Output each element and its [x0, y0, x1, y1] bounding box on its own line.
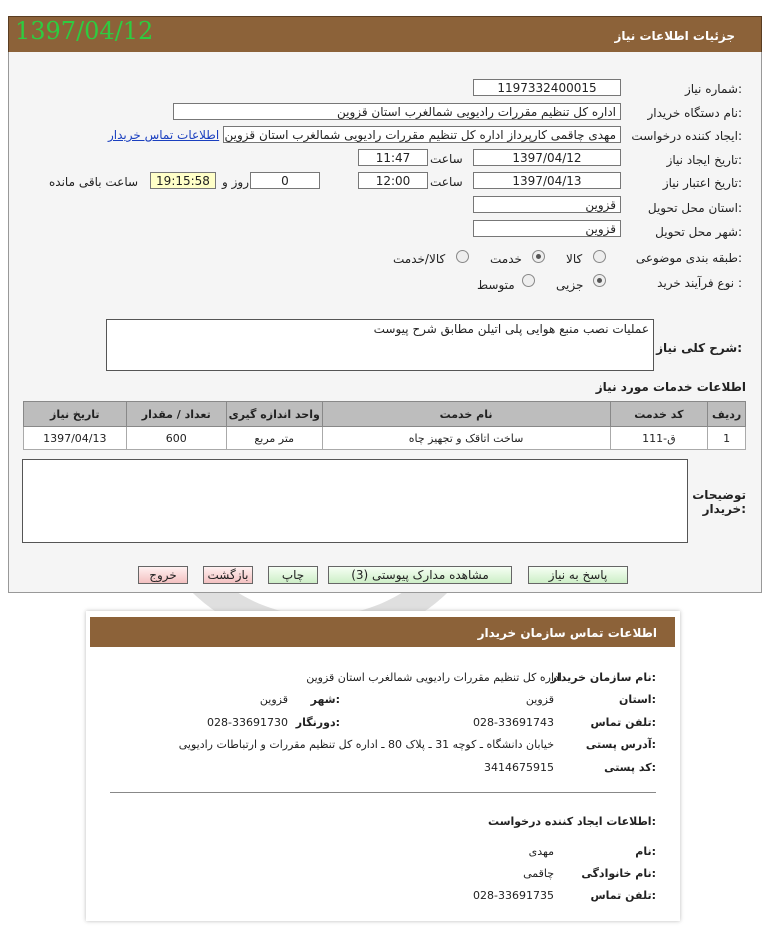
creation-date-label: تاریخ ایجاد نیاز: [666, 153, 742, 167]
print-button[interactable]: چاپ [268, 566, 318, 584]
need-number-label: شماره نیاز: [684, 82, 742, 96]
remaining-label: ساعت باقی مانده [49, 175, 139, 189]
back-button[interactable]: بازگشت [203, 566, 253, 584]
purchase-medium-label: متوسط [477, 278, 515, 292]
col-quantity: تعداد / مقدار [126, 402, 226, 427]
col-service-code: کد خدمت [610, 402, 708, 427]
services-header-row [24, 402, 746, 427]
cell-unit: متر مربع [226, 427, 322, 450]
days-label: روز و [222, 175, 249, 189]
contact-fax-label: دورنگار: [295, 716, 340, 729]
contact-divider [110, 792, 656, 793]
description-field: عملیات نصب منبع هوایی پلی اتیلن مطابق شرح پیوست [106, 319, 654, 371]
city-label: شهر محل تحویل: [655, 225, 742, 239]
requester-family-value: چاقمی [523, 867, 554, 880]
contact-org-label: نام سازمان خریدار: [550, 671, 656, 684]
province-field: قزوین [473, 196, 621, 213]
purchase-minor-label: جزیی [556, 278, 584, 292]
purchase-minor-radio[interactable] [593, 274, 606, 287]
col-row: ردیف [708, 402, 746, 427]
province-label: استان محل تحویل: [647, 201, 742, 215]
contact-card-header [90, 617, 675, 647]
category-goods-service-label: کالا/خدمت [393, 252, 446, 266]
contact-province-value: قزوین [525, 693, 554, 706]
cell-row: 1 [708, 427, 746, 450]
requester-name-label: نام: [635, 845, 656, 858]
validity-date-field: 1397/04/13 [473, 172, 621, 189]
purchase-type-label: نوع فرآیند خرید : [657, 276, 742, 290]
col-service-name: نام خدمت [322, 402, 610, 427]
city-field: قزوین [473, 220, 621, 237]
buyer-contact-link[interactable]: اطلاعات تماس خریدار [108, 128, 220, 142]
requester-name-value: مهدی [528, 845, 554, 858]
validity-date-label: تاریخ اعتبار نیاز: [662, 176, 742, 190]
cell-quantity: 600 [126, 427, 226, 450]
contact-postal-label: کد پستی: [604, 761, 656, 774]
category-goods-label: کالا [566, 252, 583, 266]
requester-label: ایجاد کننده درخواست: [631, 129, 742, 143]
header-bar [8, 16, 762, 54]
description-label: شرح کلی نیاز: [656, 341, 742, 355]
requester-family-label: نام خانوادگی: [581, 867, 656, 880]
contact-address-label: آدرس پستی: [585, 738, 656, 751]
col-unit: واحد اندازه گیری [226, 402, 322, 427]
requester-phone-value: 028-33691735 [473, 889, 554, 902]
cell-service-code: ق-111 [610, 427, 708, 450]
contact-card-title: اطلاعات تماس سازمان خریدار [477, 626, 657, 640]
category-label: طبقه بندی موضوعی: [635, 251, 742, 265]
contact-phone-value: 028-33691743 [473, 716, 554, 729]
validity-time-label: ساعت [430, 175, 463, 189]
purchase-medium-radio[interactable] [522, 274, 535, 287]
category-goods-service-radio[interactable] [456, 250, 469, 263]
attachments-button[interactable]: مشاهده مدارک پیوستی (3) [328, 566, 512, 584]
category-goods-radio[interactable] [593, 250, 606, 263]
contact-province-label: استان: [618, 693, 656, 706]
page-title: جزئیات اطلاعات نیاز [614, 29, 735, 43]
contact-postal-value: 3414675915 [484, 761, 554, 774]
requester-phone-label: تلفن تماس: [590, 889, 656, 902]
category-service-label: خدمت [490, 252, 522, 266]
remaining-days-field: 0 [250, 172, 320, 189]
services-section-title: اطلاعات خدمات مورد نیاز [595, 380, 746, 394]
services-table [23, 401, 746, 450]
cell-need-date: 1397/04/13 [24, 427, 127, 450]
contact-phone-label: تلفن تماس: [590, 716, 656, 729]
exit-button[interactable]: خروج [138, 566, 188, 584]
table-row [24, 427, 746, 450]
creation-time-label: ساعت [430, 152, 463, 166]
col-need-date: تاریخ نیاز [24, 402, 127, 427]
validity-time-field: 12:00 [358, 172, 428, 189]
contact-city-value: قزوین [259, 693, 288, 706]
contact-fax-value: 028-33691730 [207, 716, 288, 729]
contact-address-value: خیابان دانشگاه ـ کوچه 31 ـ پلاک 80 ـ اداره کل تنظیم مقررات و ارتباطات رادیویی [178, 738, 554, 751]
buyer-notes-label: توضیحات خریدار: [692, 488, 746, 516]
reply-button[interactable]: پاسخ به نیاز [528, 566, 628, 584]
cell-service-name: ساخت اتاقک و تجهیز چاه [322, 427, 610, 450]
creation-date-field: 1397/04/12 [473, 149, 621, 166]
buyer-notes-field [22, 459, 688, 543]
remaining-time-field: 19:15:58 [150, 172, 216, 189]
requester-info-title: اطلاعات ایجاد کننده درخواست: [488, 815, 656, 828]
category-service-radio[interactable] [532, 250, 545, 263]
creation-time-field: 11:47 [358, 149, 428, 166]
need-number-field: 1197332400015 [473, 79, 621, 96]
header-date: 1397/04/12 [15, 17, 154, 45]
buyer-org-label: نام دستگاه خریدار: [647, 106, 742, 120]
contact-org-value: اداره کل تنظیم مقررات رادیویی شمالغرب استان قزوین [306, 671, 562, 684]
contact-city-label: شهر: [310, 693, 340, 706]
requester-field: مهدی چاقمی کارپرداز اداره کل تنظیم مقررات رادیویی شمالغرب استان قزوین [223, 126, 621, 143]
buyer-org-field: اداره کل تنظیم مقررات رادیویی شمالغرب استان قزوین [173, 103, 621, 120]
